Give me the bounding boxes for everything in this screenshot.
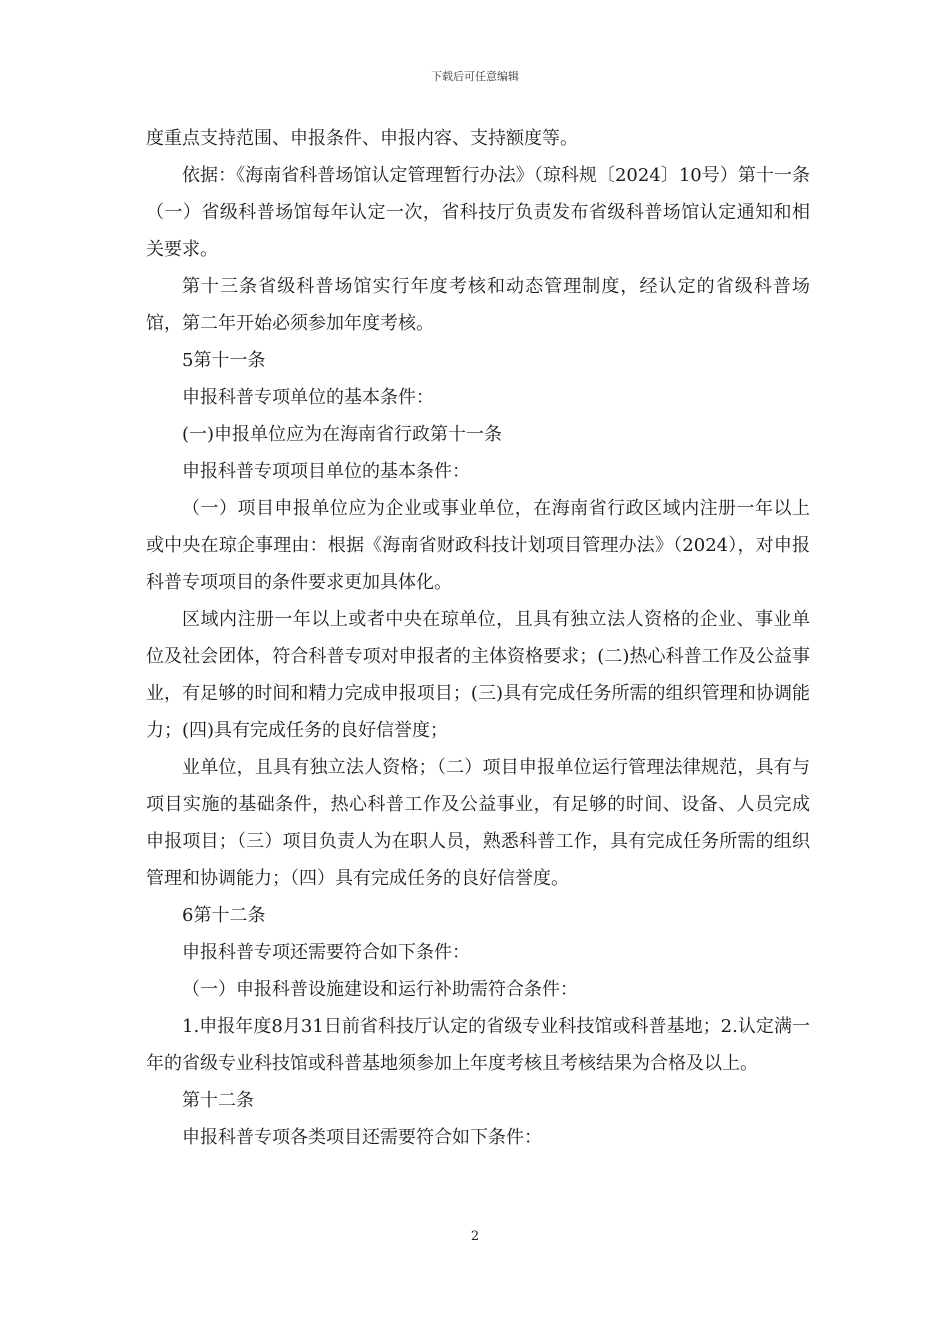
paragraph: (一)申报单位应为在海南省行政第十一条 [182, 424, 503, 445]
paragraph: 业单位，且具有独立法人资格；（二）项目申报单位运行管理法律规范，具有与项目实施的基础条件，热心科普工作及公益事业，有足够的时间、设备、人员完成申报项目；（三）项目负责人为在职人员，熟悉科普工作，具有完成任务所需的组织管理和协调能力；（四）具有完成任务的良好信誉度。 [146, 757, 810, 889]
paragraph: 1.申报年度8月31日前省科技厅认定的省级专业科技馆或科普基地；2.认定满一年的省级专业科技馆或科普基地须参加上年度考核且考核结果为合格及以上。 [146, 1016, 810, 1074]
paragraph: 度重点支持范围、申报条件、申报内容、支持额度等。 [146, 128, 578, 149]
page-header: 下载后可任意编辑 [431, 70, 519, 83]
paragraph: 申报科普专项项目单位的基本条件： [182, 461, 470, 482]
paragraph: 区域内注册一年以上或者中央在琼单位，且具有独立法人资格的企业、事业单位及社会团体，符合科普专项对申报者的主体资格要求；(二)热心科普工作及公益事业，有足够的时间和精力完成申报项目；(三)具有完成任务所需的组织管理和协调能力；(四)具有完成任务的良好信誉度； [146, 609, 810, 741]
paragraph: 6第十二条 [182, 905, 266, 926]
paragraph: 第十二条 [182, 1090, 254, 1111]
paragraph: 申报科普专项还需要符合如下条件： [182, 942, 470, 963]
document-body [146, 120, 810, 1156]
paragraph: 申报科普专项各类项目还需要符合如下条件： [182, 1127, 542, 1148]
page-number: 2 [470, 1229, 480, 1244]
paragraph: 第十三条省级科普场馆实行年度考核和动态管理制度，经认定的省级科普场馆，第二年开始必须参加年度考核。 [146, 276, 810, 334]
paragraph: （一）项目申报单位应为企业或事业单位，在海南省行政区域内注册一年以上或中央在琼企事理由：根据《海南省财政科技计划项目管理办法》（2024），对申报科普专项项目的条件要求更加具体化。 [146, 498, 810, 593]
paragraph: 申报科普专项单位的基本条件： [182, 387, 434, 408]
paragraph: （一）申报科普设施建设和运行补助需符合条件： [182, 979, 578, 1000]
paragraph: 5第十一条 [182, 350, 266, 371]
paragraph: 依据：《海南省科普场馆认定管理暂行办法》（琼科规〔2024〕10号）第十一条（一）省级科普场馆每年认定一次，省科技厅负责发布省级科普场馆认定通知和相关要求。 [146, 165, 810, 260]
